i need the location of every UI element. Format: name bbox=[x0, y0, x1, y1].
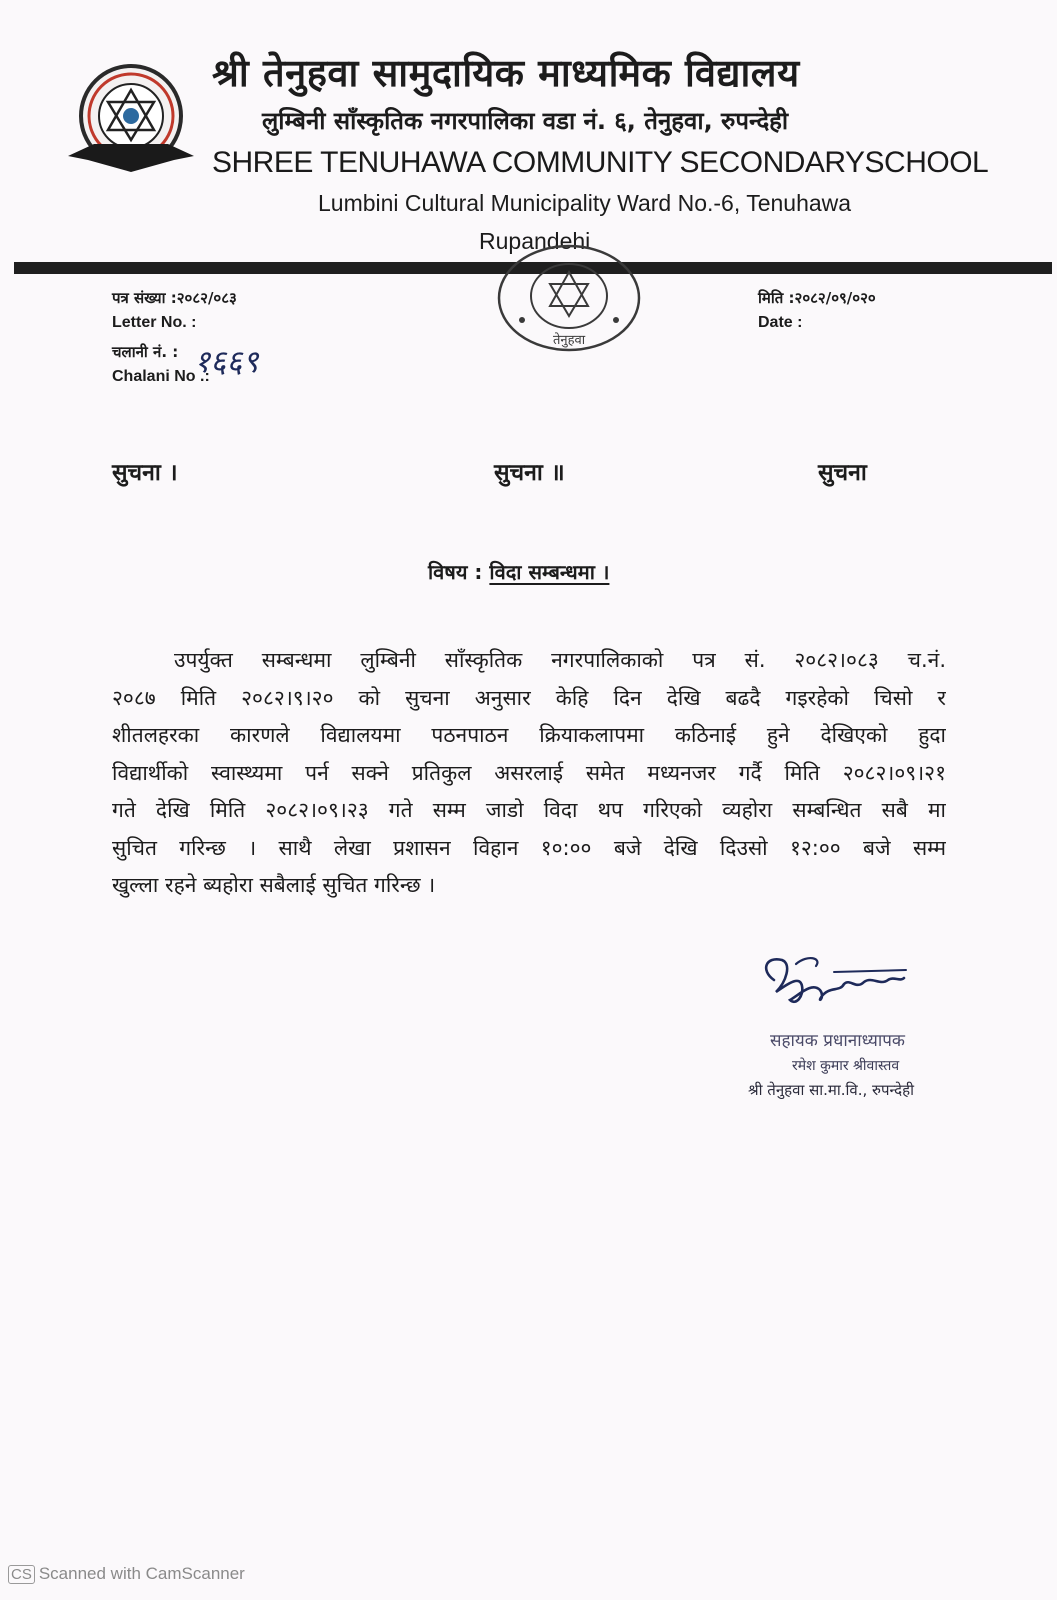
notice-body bbox=[112, 642, 946, 905]
notice-heading-1: सुचना । bbox=[112, 460, 178, 486]
camscanner-badge: CS bbox=[8, 1565, 35, 1584]
body-line-3: शीतलहरका कारणले विद्यालयमा पठनपाठन क्रियाकलापमा कठिनाई हुने देखिएको हुदा bbox=[112, 723, 946, 747]
body-line-6: सुचित गरिन्छ । साथै लेखा प्रशासन विहान १०:०० बजे देखि दिउसो १२:०० बजे सम्म bbox=[112, 835, 946, 860]
body-line-2: २०८७ मिति २०८२।९।२० को सुचना अनुसार केहि दिन देखि बढदै गइरहेको चिसो र bbox=[112, 685, 946, 710]
scanner-watermark bbox=[8, 1564, 245, 1584]
chalani-number-handwritten: १६६९ bbox=[194, 344, 259, 380]
body-line-5: गते देखि मिति २०८२।०९।२३ गते सम्म जाडो विदा थप गरिएको व्यहोरा सम्बन्धित सबै मा bbox=[112, 798, 946, 822]
subject-label: विषय : bbox=[428, 560, 483, 584]
signatory-name: रमेश कुमार श्रीवास्तव bbox=[792, 1058, 900, 1074]
school-name-english: SHREE TENUHAWA COMMUNITY SECONDARYSCHOOL bbox=[212, 146, 989, 179]
school-address-nepali: लुम्बिनी साँस्कृतिक नगरपालिका वडा नं. ६, तेनुहवा, रुपन्देही bbox=[262, 107, 789, 135]
signatory-role: सहायक प्रधानाध्यापक bbox=[770, 1031, 905, 1051]
notice-heading-2: सुचना ॥ bbox=[494, 460, 565, 486]
date-value: २०८२/०९/०२० bbox=[794, 289, 876, 307]
school-district-english: Rupandehi bbox=[479, 228, 591, 254]
letter-number-english-label: Letter No. : bbox=[112, 314, 197, 331]
body-line-4: विद्यार्थीको स्वास्थ्यमा पर्न सक्ने प्रतिकुल असरलाई समेत मध्यनजर गर्दै मिति २०८२।०९।२१ bbox=[112, 760, 946, 785]
signatory-school: श्री तेनुहवा सा.मा.वि., रुपन्देही bbox=[748, 1081, 914, 1099]
school-logo-icon bbox=[64, 60, 198, 184]
letter-number-value: २०८२/०८३ bbox=[176, 289, 237, 307]
official-stamp-icon bbox=[494, 240, 644, 356]
date-nepali bbox=[758, 288, 876, 308]
stamp-text: तेनुहवा bbox=[552, 333, 586, 348]
notice-heading-3: सुचना bbox=[818, 460, 867, 486]
school-name-nepali: श्री तेनुहवा सामुदायिक माध्यमिक विद्यालय bbox=[212, 51, 800, 95]
letter-number-nepali bbox=[112, 288, 237, 308]
subject-line bbox=[428, 558, 609, 585]
date-label-english: Date : bbox=[758, 314, 803, 331]
chalani-label-english: Chalani No .: bbox=[112, 368, 210, 385]
handwritten-signature-icon bbox=[756, 952, 916, 1014]
date-label-nepali: मिति : bbox=[758, 289, 795, 307]
body-line-1: उपर्युक्त सम्बन्धमा लुम्बिनी साँस्कृतिक नगरपालिकाको पत्र सं. २०८२।०८३ च.नं. bbox=[174, 648, 946, 672]
subject-value: विदा सम्बन्धमा । bbox=[489, 560, 610, 584]
camscanner-text: Scanned with CamScanner bbox=[38, 1564, 245, 1583]
school-address-english: Lumbini Cultural Municipality Ward No.-6, Tenuhawa bbox=[318, 190, 852, 216]
body-line-7: खुल्ला रहने ब्यहोरा सबैलाई सुचित गरिन्छ । bbox=[112, 873, 436, 897]
letter-number-label: पत्र संख्या : bbox=[112, 289, 177, 307]
chalani-label-nepali: चलानी नं. : bbox=[112, 343, 179, 361]
